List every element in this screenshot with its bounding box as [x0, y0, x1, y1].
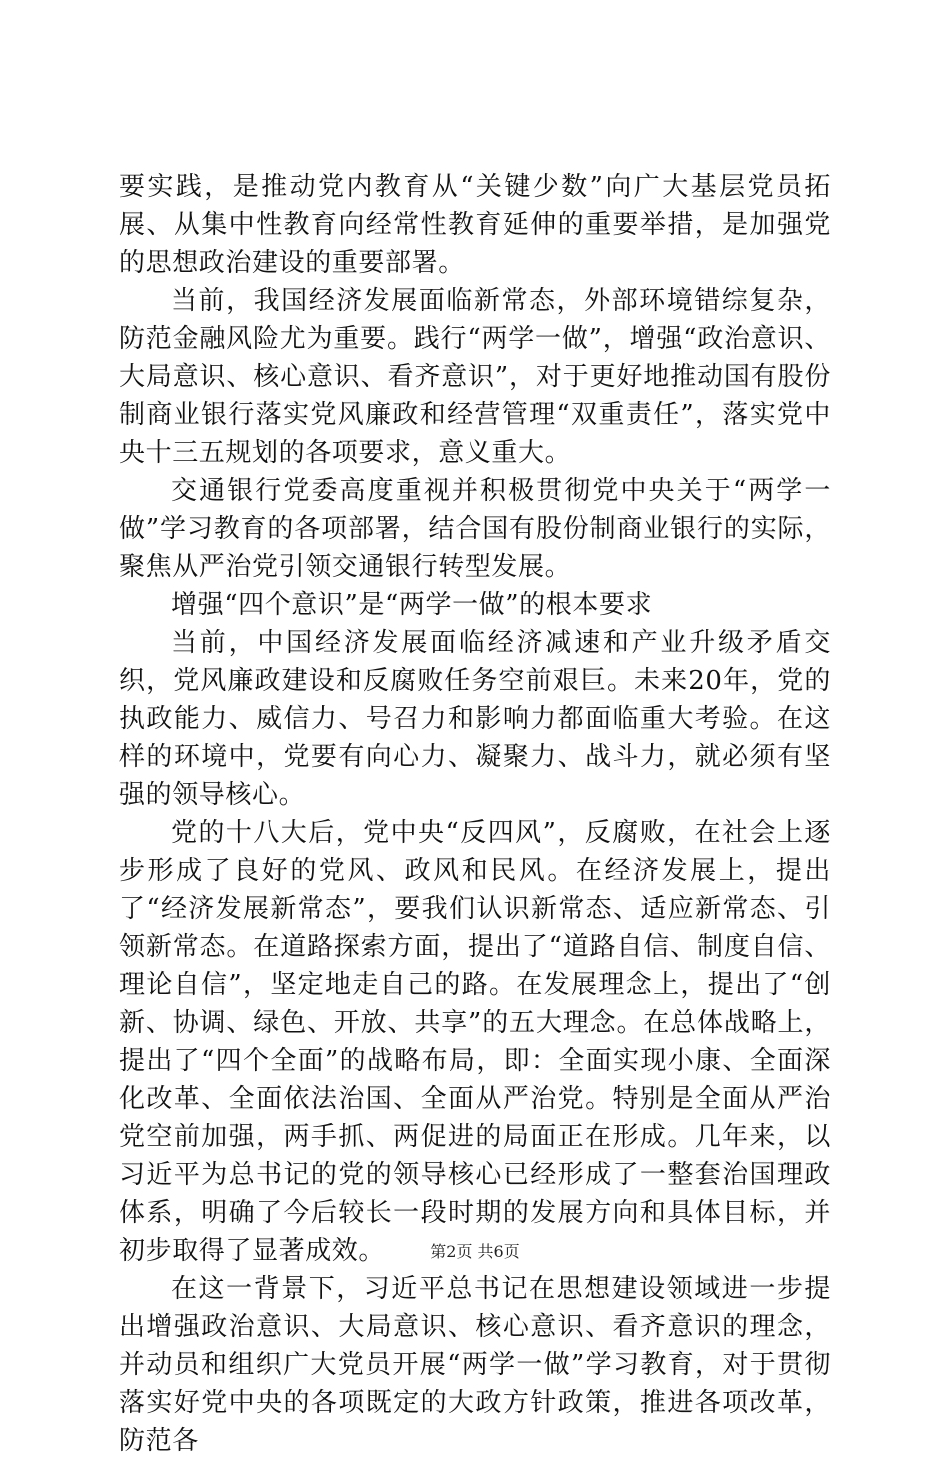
page-footer: 第2页 共6页 — [430, 1242, 520, 1261]
paragraph-6: 在这一背景下，习近平总书记在思想建设领域进一步提出增强政治意识、大局意识、核心意识、看齐意识的理念，并动员和组织广大党员开展“两学一做”学习教育，对于贯彻落实好党中央的各项既定的大政方针政策，推进各项改革，防范各 — [119, 1274, 831, 1456]
paragraph-5: 党的十八大后，党中央“反四风”，反腐败，在社会上逐步形成了良好的党风、政风和民风。在经济发展上，提出了“经济发展新常态”，要我们认识新常态、适应新常态、引领新常态。在道路探索方面，提出了“道路自信、制度自信、理论自信”，坚定地走自己的路。在发展理念上，提出了“创新、协调、绿色、开放、共享”的五大理念。在总体战略上，提出了“四个全面”的战略布局，即：全面实现小康、全面深化改革、全面依法治国、全面从严治党。特别是全面从严治党空前加强，两手抓、两促进的局面正在形成。几年来，以习近平为总书记的党的领导核心已经形成了一整套治国理政体系，明确了今后较长一段时期的发展方向和具体目标，并初步取得了显著成效。 — [119, 818, 831, 1266]
paragraph-3: 交通银行党委高度重视并积极贯彻党中央关于“两学一做”学习教育的各项部署，结合国有股份制商业银行的实际，聚焦从严治党引领交通银行转型发展。 — [119, 476, 831, 582]
paragraph-2: 当前，我国经济发展面临新常态，外部环境错综复杂，防范金融风险尤为重要。践行“两学一做”，增强“政治意识、大局意识、核心意识、看齐意识”，对于更好地推动国有股份制商业银行落实党风廉政和经营管理“双重责任”，落实党中央十三五规划的各项要求，意义重大。 — [119, 286, 831, 468]
paragraph-4: 当前，中国经济发展面临经济减速和产业升级矛盾交织，党风廉政建设和反腐败任务空前艰巨。未来20年，党的执政能力、威信力、号召力和影响力都面临重大考验。在这样的环境中，党要有向心力、凝聚力、战斗力，就必须有坚强的领导核心。 — [119, 628, 831, 810]
paragraph-1: 要实践，是推动党内教育从“关键少数”向广大基层党员拓展、从集中性教育向经常性教育延伸的重要举措，是加强党的思想政治建设的重要部署。 — [119, 172, 831, 278]
body-text — [119, 168, 831, 1460]
section-heading: 增强“四个意识”是“两学一做”的根本要求 — [171, 590, 653, 620]
